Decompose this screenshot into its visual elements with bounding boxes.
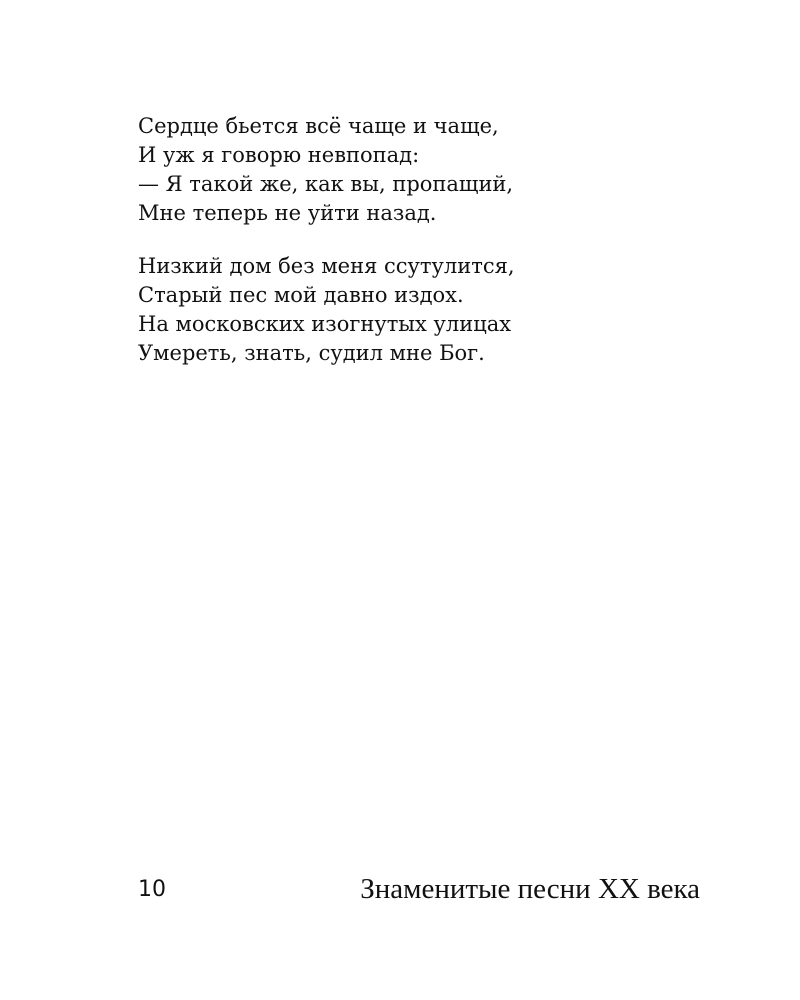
poem-line: На московских изогнутых улицах [138, 312, 512, 336]
poem-line: Низкий дом без меня ссутулится, [138, 254, 515, 278]
stanza-2 [138, 252, 515, 368]
poem-line: — Я такой же, как вы, пропащий, [138, 172, 514, 196]
poem-line: И уж я говорю невпопад: [138, 143, 420, 167]
poem-text [138, 112, 515, 392]
poem-line: Старый пес мой давно издох. [138, 283, 464, 307]
poem-line: Мне теперь не уйти назад. [138, 201, 437, 225]
running-title: Знаменитые песни XX века [360, 873, 700, 905]
poem-line: Умереть, знать, судил мне Бог. [138, 341, 485, 365]
poem-line: Сердце бьется всё чаще и чаще, [138, 114, 499, 138]
stanza-1 [138, 112, 515, 228]
page-number: 10 [138, 877, 166, 902]
